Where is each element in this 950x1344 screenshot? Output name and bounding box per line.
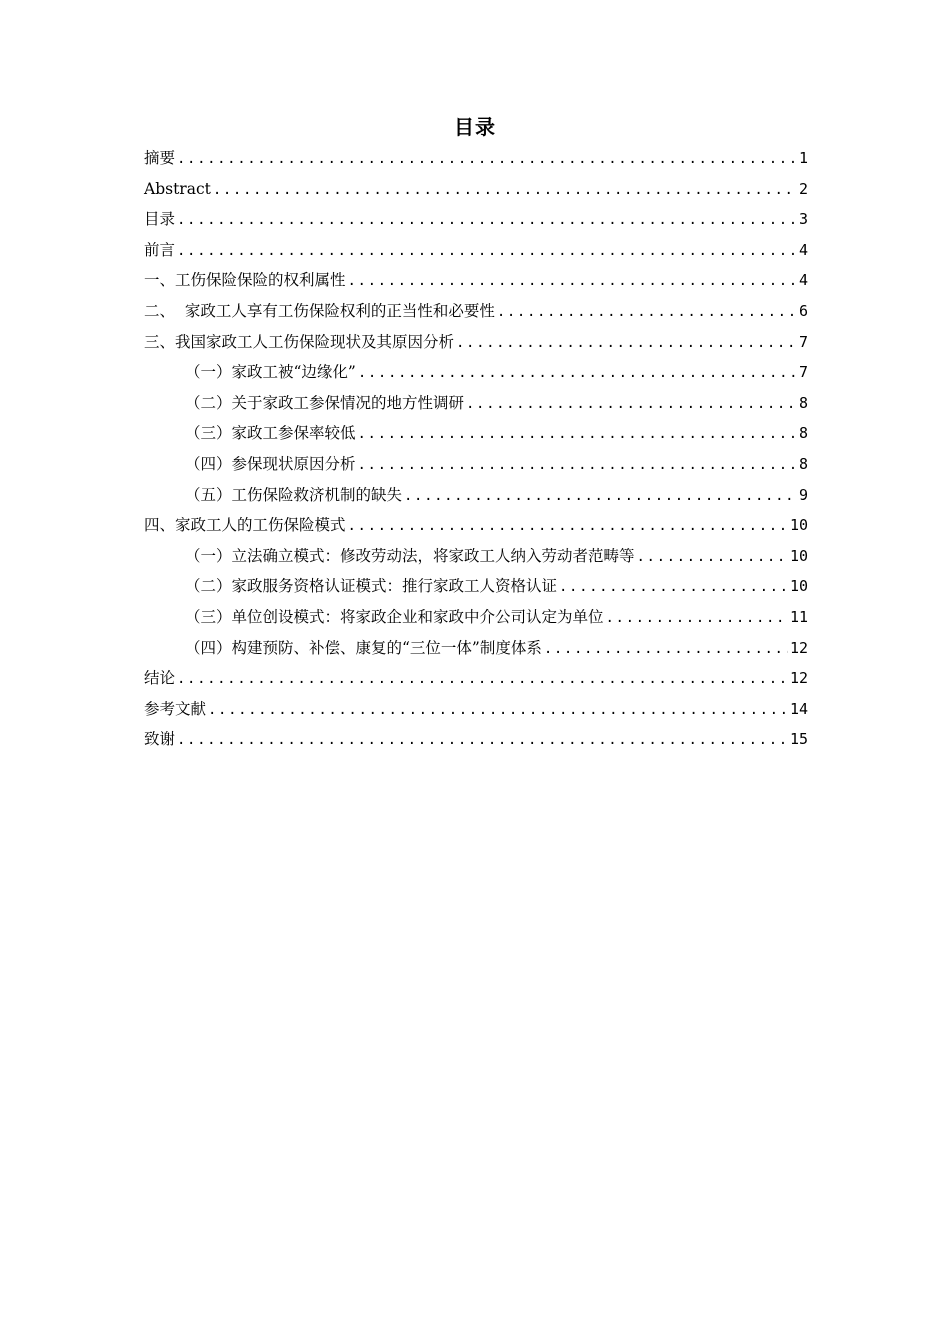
toc-entry-page: 14 — [789, 699, 808, 718]
toc-entry-page: 10 — [789, 577, 808, 596]
toc-entry-label: （一）立法确立模式：修改劳动法，将家政工人纳入劳动者范畴等 — [185, 546, 635, 565]
toc-entry-label: 致谢 — [144, 730, 176, 749]
toc-entry-label: 结论 — [144, 669, 176, 688]
toc-entry-page: 4 — [798, 271, 808, 290]
toc-subentry[interactable] — [144, 541, 808, 572]
toc-entry-label: （五）工伤保险救济机制的缺失 — [185, 485, 403, 504]
toc-entry-label: 四、家政工人的工伤保险模式 — [144, 516, 346, 535]
toc-dot-leader — [358, 358, 797, 389]
toc-dot-leader — [208, 695, 788, 726]
toc-title: 目录 — [454, 115, 496, 139]
toc-entry-label: （二）关于家政工参保情况的地方性调研 — [185, 393, 465, 412]
toc-dot-leader — [497, 297, 797, 328]
toc-dot-leader — [348, 266, 797, 297]
toc-entry-page: 7 — [798, 363, 808, 382]
toc-entry[interactable] — [144, 663, 808, 694]
toc-entry-page: 8 — [798, 424, 808, 443]
toc-entry-label: （四）构建预防、补偿、康复的“三位一体”制度体系 — [185, 638, 542, 657]
toc-dot-leader — [456, 328, 797, 359]
toc-subentry[interactable] — [144, 418, 808, 449]
toc-entry-label: （二）家政服务资格认证模式：推行家政工人资格认证 — [185, 577, 558, 596]
toc-entry-page: 8 — [798, 393, 808, 412]
toc-entry[interactable] — [144, 296, 808, 327]
toc-entry-label: （三）家政工参保率较低 — [185, 424, 356, 443]
toc-entry[interactable] — [144, 235, 808, 266]
toc-entry-label: 目录 — [144, 210, 176, 229]
toc-subentry[interactable] — [144, 480, 808, 511]
toc-dot-leader — [177, 664, 788, 695]
toc-entry-page: 9 — [798, 485, 808, 504]
toc-subentry[interactable] — [144, 633, 808, 664]
toc-subentry[interactable] — [144, 388, 808, 419]
toc-dot-leader — [358, 419, 797, 450]
toc-entry-page: 3 — [798, 210, 808, 229]
toc-entry-page: 10 — [789, 546, 808, 565]
toc-dot-leader — [348, 511, 788, 542]
toc-dot-leader — [606, 603, 788, 634]
toc-entry-label: 一、工伤保险保险的权利属性 — [144, 271, 346, 290]
toc-entry-page: 6 — [798, 301, 808, 320]
toc-dot-leader — [544, 634, 788, 665]
toc-dot-leader — [404, 481, 797, 512]
toc-entry[interactable] — [144, 694, 808, 725]
toc-entry[interactable] — [144, 724, 808, 755]
toc-entry-label: （四）参保现状原因分析 — [185, 454, 356, 473]
toc-dot-leader — [637, 542, 788, 573]
toc-entry-label: 摘要 — [144, 149, 176, 167]
toc-entry-label: Abstract — [144, 179, 211, 198]
toc-entry-label: 三、我国家政工人工伤保险现状及其原因分析 — [144, 332, 455, 351]
toc-entry-page: 11 — [789, 607, 808, 626]
toc-subentry[interactable] — [144, 571, 808, 602]
toc-dot-leader — [466, 389, 797, 420]
toc-entry[interactable] — [144, 510, 808, 541]
toc-entry-page: 8 — [798, 454, 808, 473]
toc-entry-page: 2 — [798, 179, 808, 198]
toc-entry-label: （一）家政工被“边缘化” — [185, 363, 356, 382]
toc-entry-label: （三）单位创设模式：将家政企业和家政中介公司认定为单位 — [185, 607, 604, 626]
toc-dot-leader — [177, 144, 797, 175]
toc-entry[interactable] — [144, 327, 808, 358]
toc-entry[interactable] — [144, 204, 808, 235]
toc-entry-page: 7 — [798, 332, 808, 351]
toc-entry[interactable] — [144, 174, 808, 205]
toc-entry-page: 12 — [789, 638, 808, 657]
toc-subentry[interactable] — [144, 449, 808, 480]
toc-dot-leader — [358, 450, 797, 481]
toc-entry-page: 12 — [789, 669, 808, 688]
toc-dot-leader — [177, 236, 797, 267]
toc-entry-label: 参考文献 — [144, 699, 207, 718]
toc-entry-label: 二、 家政工人享有工伤保险权利的正当性和必要性 — [144, 301, 495, 320]
toc-dot-leader — [177, 725, 788, 756]
toc-dot-leader — [213, 175, 797, 206]
toc-dot-leader — [559, 572, 788, 603]
toc-list — [144, 143, 808, 755]
toc-entry-page: 15 — [789, 730, 808, 749]
toc-subentry[interactable] — [144, 357, 808, 388]
toc-entry[interactable] — [144, 265, 808, 296]
toc-entry[interactable] — [144, 143, 808, 174]
toc-entry-page: 4 — [798, 240, 808, 259]
toc-dot-leader — [177, 205, 797, 236]
toc-entry-page: 1 — [798, 149, 808, 167]
toc-entry-page: 10 — [789, 516, 808, 535]
toc-subentry[interactable] — [144, 602, 808, 633]
toc-entry-label: 前言 — [144, 240, 176, 259]
